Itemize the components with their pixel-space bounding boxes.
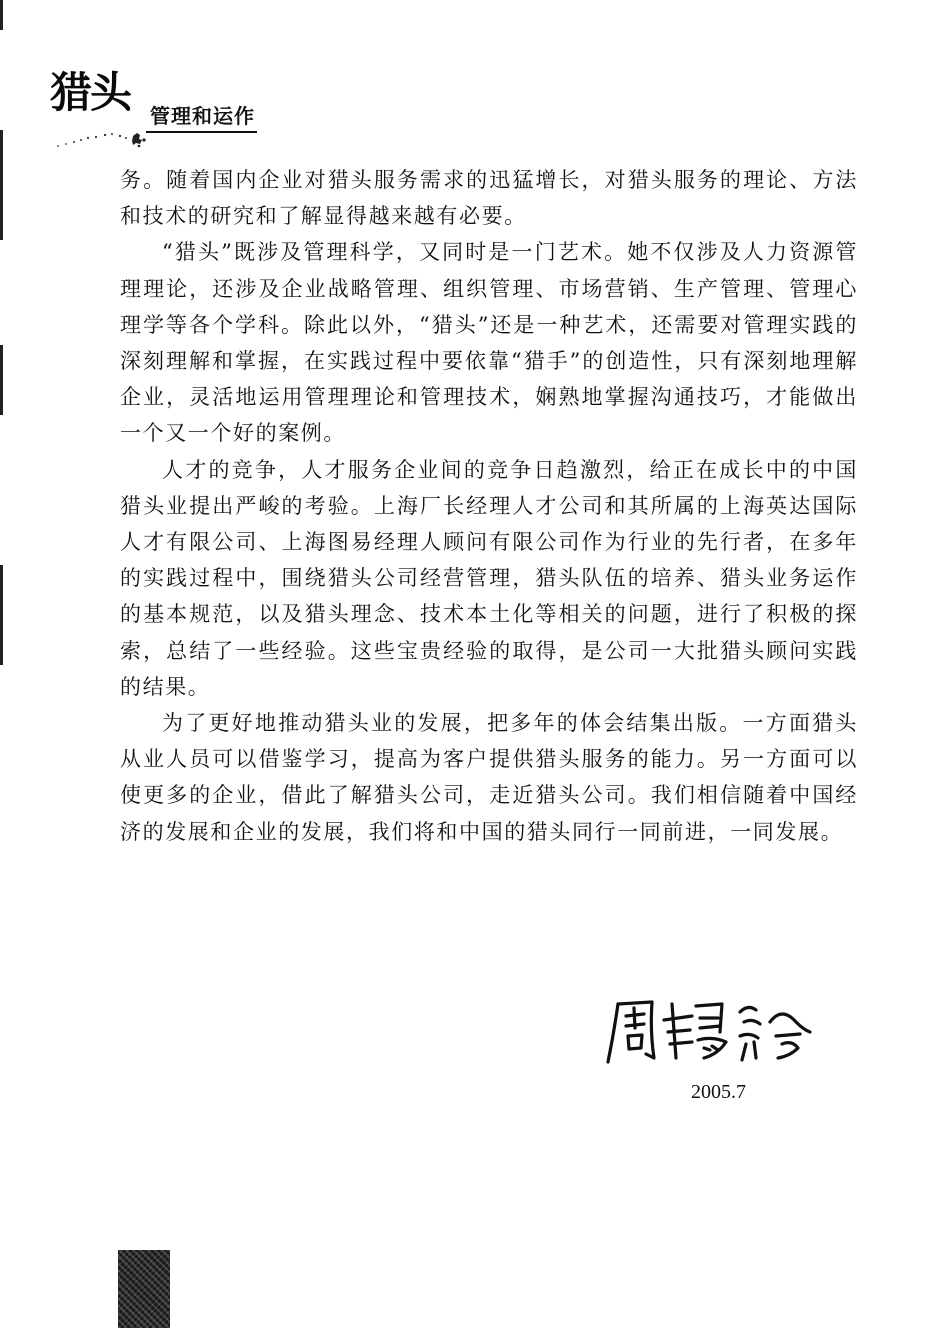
signature-date: 2005.7 [691, 1081, 746, 1103]
book-subtitle: 管理和运作 [146, 102, 257, 133]
scan-edge-mark [0, 130, 3, 240]
book-title: 猎头 [50, 68, 131, 117]
page-thumb-tab [118, 1250, 170, 1328]
header-ornament-icon [50, 122, 170, 152]
paragraph-4: 为了更好地推动猎头业的发展，把多年的体会结集出版。一方面猎头从业人员可以借鉴学习，提高为客户提供猎头服务的能力。另一方面可以使更多的企业，借此了解猎头公司，走近猎头公司。我们相信随着中国经济的发展和企业的发展，我们将和中国的猎头同行一同前进，一同发展。 [120, 711, 858, 844]
paragraph-2: “猎头”既涉及管理科学，又同时是一门艺术。她不仅涉及人力资源管理理论，还涉及企业战略管理、组织管理、市场营销、生产管理、管理心理学等各个学科。除此以外，“猎头”还是一种艺术，还需要对管理实践的深刻理解和掌握，在实践过程中要依靠“猎手”的创造性，只有深刻地理解企业，灵活地运用管理理论和管理技术，娴熟地掌握沟通技巧，才能做出一个又一个好的案例。 [120, 240, 858, 446]
scan-edge-mark [0, 0, 3, 30]
paragraph-1: 务。随着国内企业对猎头服务需求的迅猛增长，对猎头服务的理论、方法和技术的研究和了解显得越来越有必要。 [120, 168, 858, 229]
handwritten-signature [600, 992, 820, 1072]
scan-edge-mark [0, 345, 3, 415]
body-text [120, 162, 858, 850]
scan-edge-mark [0, 565, 3, 665]
running-header [50, 68, 310, 148]
paragraph-3: 人才的竞争，人才服务企业间的竞争日趋激烈，给正在成长中的中国猎头业提出严峻的考验。上海厂长经理人才公司和其所属的上海英达国际人才有限公司、上海图易经理人顾问有限公司作为行业的先行者，在多年的实践过程中，围绕猎头公司经营管理，猎头队伍的培养、猎头业务运作的基本规范，以及猎头理念、技术本土化等相关的问题，进行了积极的探索，总结了一些经验。这些宝贵经验的取得，是公司一大批猎头顾问实践的结果。 [120, 457, 858, 699]
